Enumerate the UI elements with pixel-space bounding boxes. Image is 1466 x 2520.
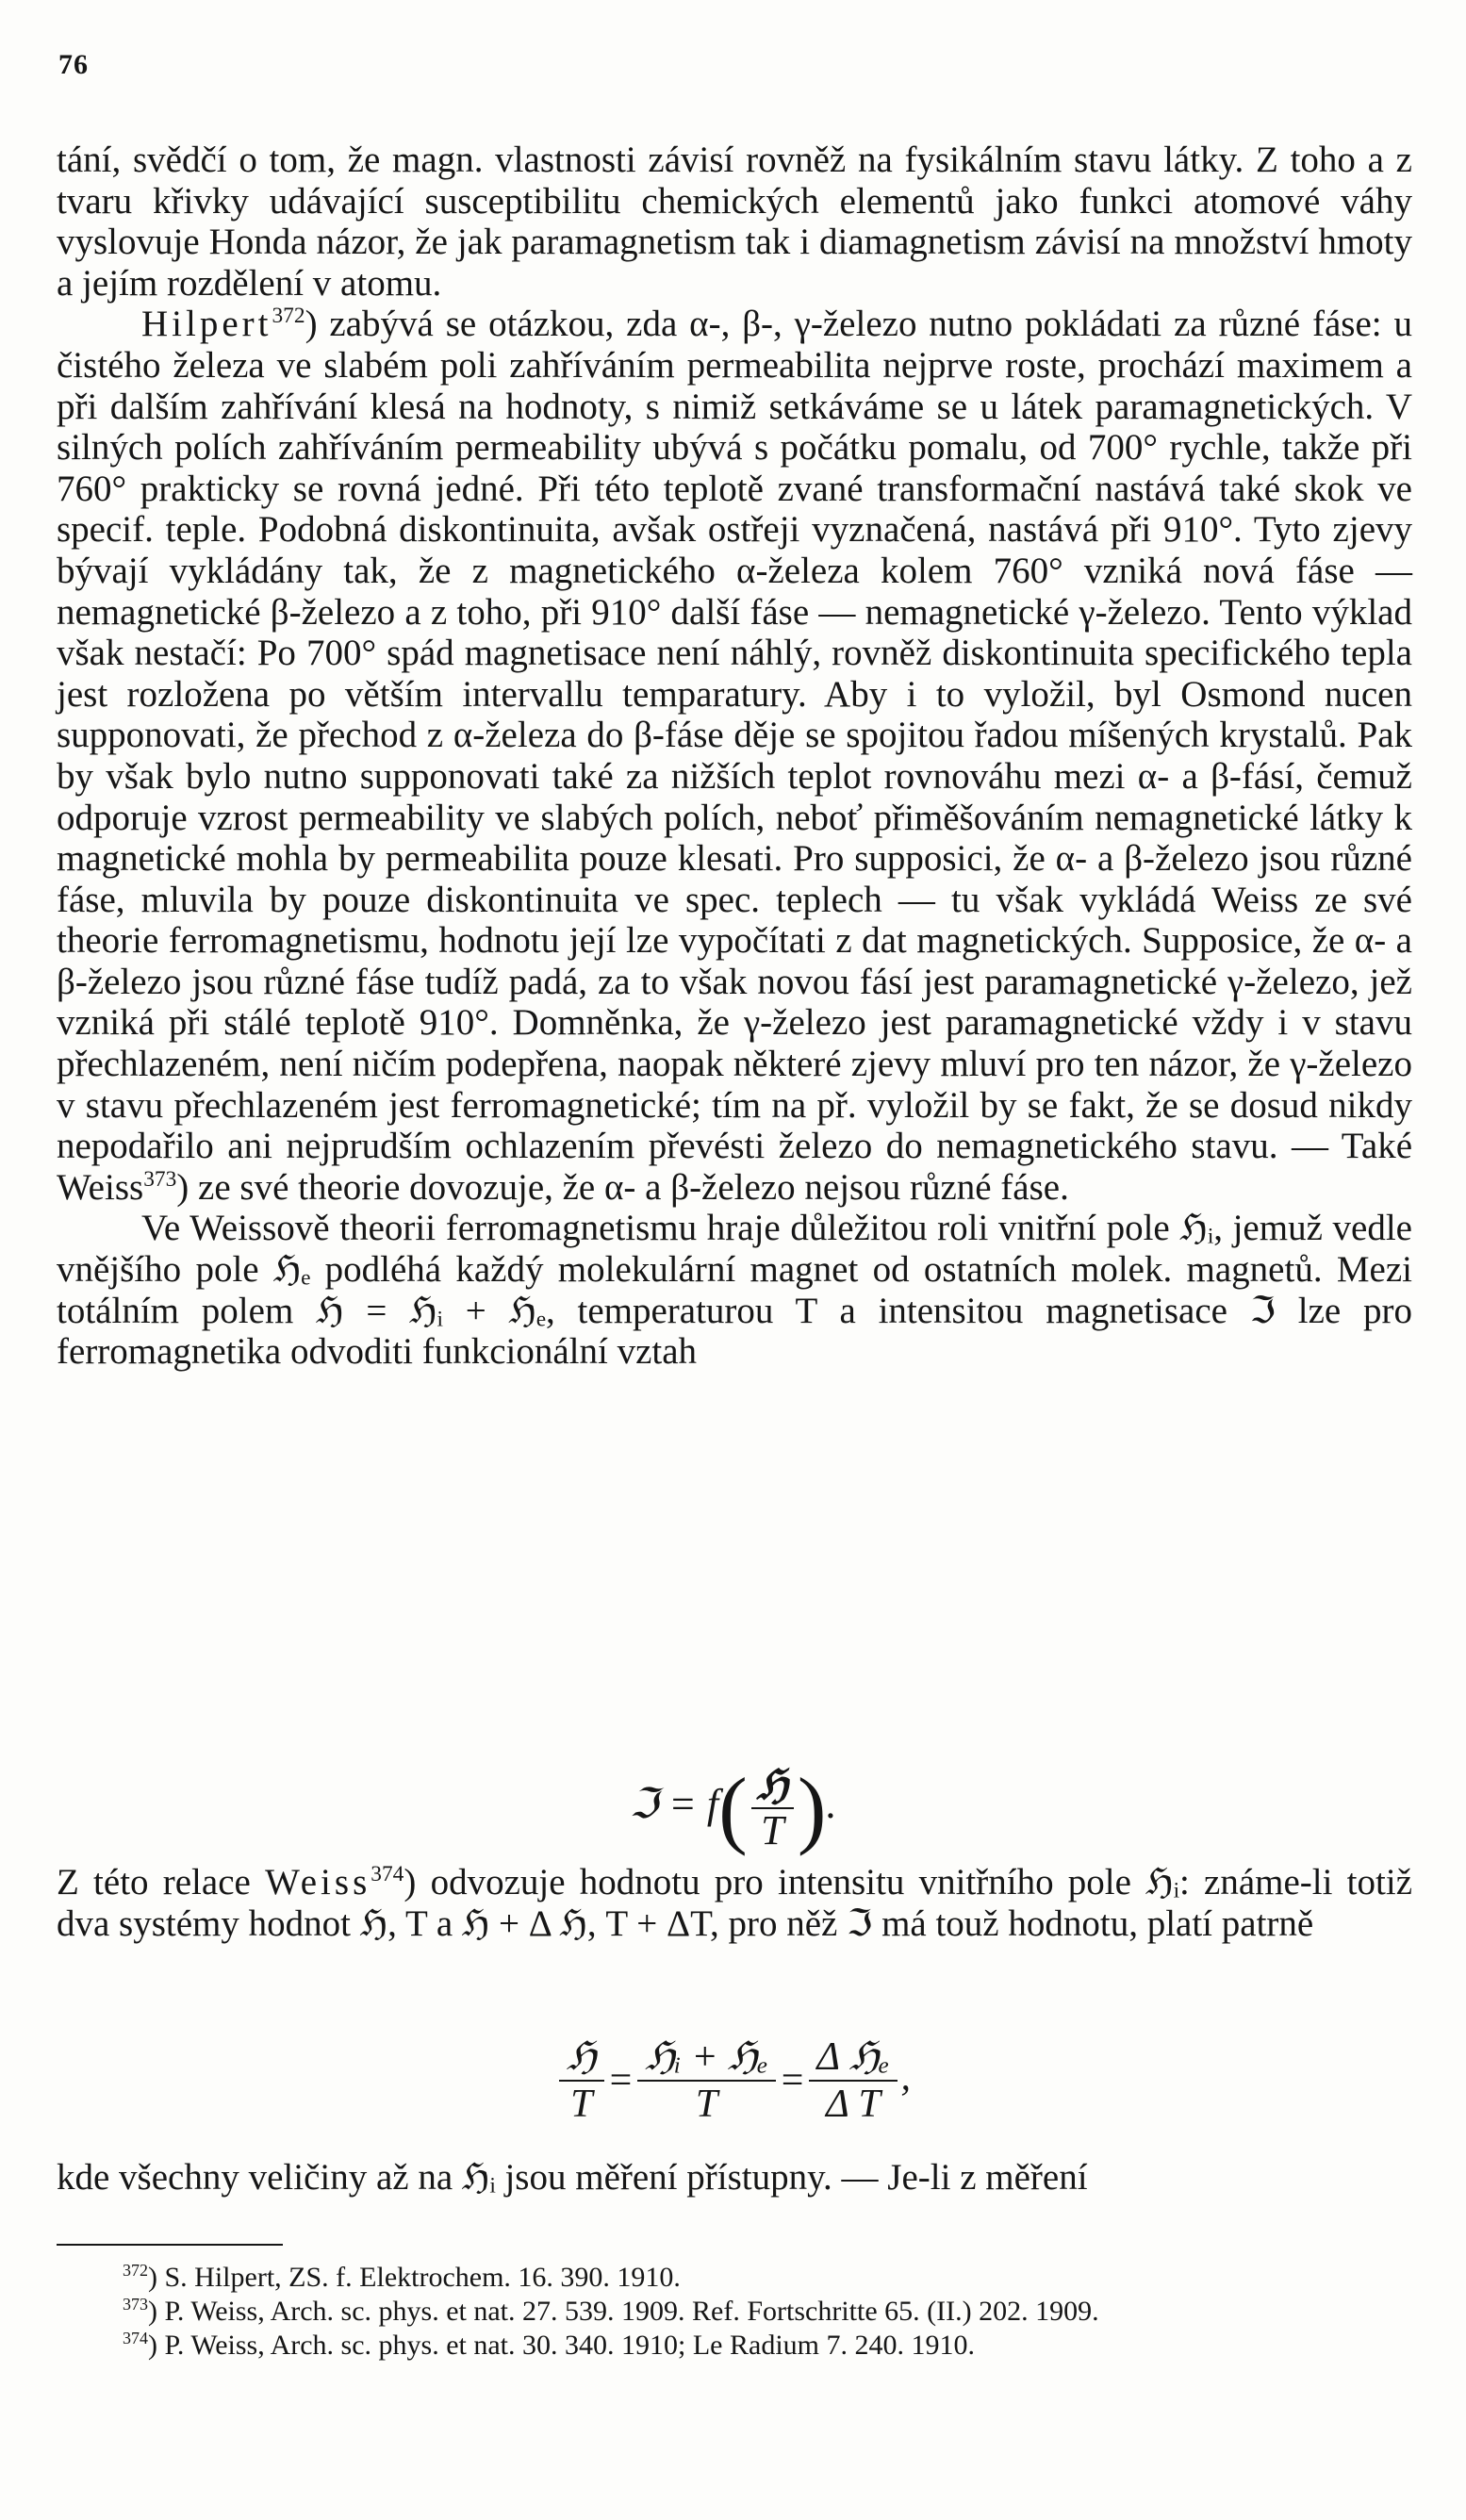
paren-close: ) — [797, 1760, 827, 1856]
fraction-3-num: Δ ℌₑ — [809, 2034, 897, 2082]
equation-2-fraction-2 — [637, 2034, 775, 2127]
equals-sign: = — [609, 2059, 633, 2102]
equation-2-fraction-1 — [559, 2034, 604, 2127]
footnote-divider — [57, 2244, 283, 2246]
paragraph-relation: Z této relace Weiss$^{374}$) odvozuje hodnotu pro intensitu vnitřního pole ℌᵢ: známe-li totiž dva systémy hodnot ℌ, T a ℌ + Δ ℌ, T + ΔT, pro něž ℑ má touž hodnotu, platí patrně — [57, 1862, 1412, 1944]
fraction-2-den: T — [695, 2083, 718, 2126]
footnote-ref-373: 373 — [143, 1166, 177, 1192]
equation-1-end: . — [826, 1781, 837, 1828]
equation-2-fraction-3 — [809, 2034, 897, 2127]
main-text — [57, 140, 1412, 1373]
author-hilpert: Hilpert — [141, 304, 272, 345]
footnote-number: 373 — [123, 2295, 148, 2314]
equation-2-end: , — [900, 2055, 912, 2100]
paragraph-hilpert-end: ze své theorie dovozuje, že α- a β-železo nejsou různé fáse. — [198, 1166, 1069, 1208]
fraction-3-den: Δ T — [826, 2083, 881, 2126]
equation-1-fraction — [751, 1761, 794, 1853]
paragraph-1: tání, svědčí o tom, že magn. vlastnosti závisí rovněž na fysikálním stavu látky. Z toho a z tvaru křivky udávající susceptibilitu chemických elementů jako funkci atomové váhy vyslovuje Honda názor, že jak paramagnetism tak i diamagnetism závisí na množství hmoty a jejím rozdělení v atomu. — [57, 140, 1412, 304]
footnote-number: 374 — [123, 2329, 148, 2347]
fraction-1-num: ℌ — [559, 2034, 604, 2082]
equation-2 — [0, 2034, 1466, 2127]
equation-1-num: ℌ — [751, 1764, 794, 1809]
paragraph-relation-rest: odvozuje hodnotu pro intensitu vnitřního pole ℌᵢ: známe-li totiž dva systémy hodnot ℌ, T a ℌ + Δ ℌ, T + ΔT, pro něž ℑ má touž hodnotu, platí patrně — [57, 1862, 1412, 1944]
paragraph-after-equation: kde všechny veličiny až na ℌᵢ jsou měření přístupny. — Je-li z měření — [57, 2157, 1088, 2198]
footnote-372: $^{372}$) S. Hilpert, ZS. f. Elektrochem. 16. 390. 1910. — [123, 2261, 681, 2293]
equation-1-den: T — [761, 1807, 784, 1853]
paragraph-hilpert-text: zabývá se otázkou, zda α-, β-, γ-železo nutno pokládati za různé fáse: u čistého železa ve slabém poli zahříváním permeabilita nejprve roste, prochází maximem a při dalším zahřívání klesá na hodnoty, s nimiž setkáváme se u látek paramagnetických. V silných polích zahříváním permeability ubývá s počátku pomalu, od 700° rychle, takže při 760° prakticky se rovná jedné. Při této teplotě zvané transformační nastává také skok ve specif. teple. Podobná diskontinuita, avšak ostřeji vyznačená, nastává při 910°. Tyto zjevy bývají vykládány tak, že z magnetického α-železa kolem 760° vzniká nová fáse — nemagnetické β-železo a z toho, při 910° další fáse — nemagnetické γ-železo. Tento výklad však nestačí: Po 700° spád magnetisace není náhlý, rovněž diskontinuita specifického tepla jest rozložena po větším intervallu temparatury. Aby i to vyložil, byl Osmond nucen supponovati, že přechod z α-železa do β-fáse děje se spojitou řadou míšených krystalů. Pak by však bylo nutno supponovati také za nižších teplot rovnováhu mezi α- a β-fásí, čemuž odporuje vzrost permeability ve slabých polích, neboť přiměšováním nemagnetické látky k magnetické mohla by permeabilita pouze klesati. Pro supposici, že α- a β-železo jsou různé fáse, mluvila by pouze diskontinuita ve spec. teplech — tu však vykládá Weiss ze své theorie ferromagnetismu, hodnotu její lze vypočítati z dat magnetických. Supposice, že α- a β-železo jsou různé fáse tudíž padá, za to však novou fásí jest paramagnetické γ-železo, jež vzniká při stálé teplotě 910°. Domněnka, že γ-železo jest paramagnetické vždy i v stavu přechlazeném, není ničím podepřena, naopak některé zjevy mluví pro ten názor, že γ-železo v stavu přechlazeném jest ferromagnetické; tím na př. vyložil by se fakt, že se dosud nikdy nepodařilo ani nejprudším ochlazením převésti železo do nemagnetického stavu. — Také Weiss — [57, 304, 1412, 1208]
fraction-2-num: ℌᵢ + ℌₑ — [637, 2034, 775, 2082]
equation-1-lhs: ℑ = f — [629, 1781, 719, 1828]
footnote-373: $^{373}$) P. Weiss, Arch. sc. phys. et nat. 27. 539. 1909. Ref. Fortschritte 65. (II.) 202. 1909. — [123, 2295, 1099, 2327]
footnote-number: 372 — [123, 2261, 148, 2280]
footnote-ref-372: 372 — [272, 304, 305, 329]
footnote-text: P. Weiss, Arch. sc. phys. et nat. 30. 340. 1910; Le Radium 7. 240. 1910. — [164, 2330, 975, 2361]
paren-open: ( — [718, 1760, 748, 1856]
paragraph-relation-start: Z této relace — [57, 1862, 251, 1902]
footnote-ref-374: 374 — [371, 1862, 404, 1886]
fraction-1-den: T — [570, 2083, 593, 2126]
footnote-text: P. Weiss, Arch. sc. phys. et nat. 27. 539. 1909. Ref. Fortschritte 65. (II.) 202. 1909. — [164, 2296, 1099, 2327]
equation-1 — [0, 1758, 1466, 1858]
footnotes — [57, 2261, 1412, 2363]
footnote-374: $^{374}$) P. Weiss, Arch. sc. phys. et nat. 30. 340. 1910; Le Radium 7. 240. 1910. — [123, 2329, 975, 2361]
equals-sign: = — [781, 2059, 804, 2102]
paragraph-hilpert: Hilpert$^{372}$) zabývá se otázkou, zda α-, β-, γ-železo nutno pokládati za různé fáse: u čistého železa ve slabém poli zahříváním permeabilita nejprve roste, prochází maximem a při dalším zahřívání klesá na hodnoty, s nimiž setkáváme se u látek paramagnetických. V silných polích zahříváním permeability ubývá s počátku pomalu, od 700° rychle, takže při 760° prakticky se rovná jedné. Při této teplotě zvané transformační nastává také skok ve specif. teple. Podobná diskontinuita, avšak ostřeji vyznačená, nastává při 910°. Tyto zjevy bývají vykládány tak, že z magnetického α-železa kolem 760° vzniká nová fáse — nemagnetické β-železo a z toho, při 910° další fáse — nemagnetické γ-železo. Tento výklad však nestačí: Po 700° spád magnetisace není náhlý, rovněž diskontinuita specifického tepla jest rozložena po větším intervallu temparatury. Aby i to vyložil, byl Osmond nucen supponovati, že přechod z α-železa do β-fáse děje se spojitou řadou míšených krystalů. Pak by však bylo nutno supponovati také za nižších teplot rovnováhu mezi α- a β-fásí, čemuž odporuje vzrost permeability ve slabých polích, neboť přiměšováním nemagnetické látky k magnetické mohla by permeabilita pouze klesati. Pro supposici, že α- a β-železo jsou různé fáse, mluvila by pouze diskontinuita ve spec. teplech — tu však vykládá Weiss ze své theorie ferromagnetismu, hodnotu její lze vypočítati z dat magnetických. Supposice, že α- a β-železo jsou různé fáse tudíž padá, za to však novou fásí jest paramagnetické γ-železo, jež vzniká při stálé teplotě 910°. Domněnka, že γ-železo jest paramagnetické vždy i v stavu přechlazeném, není ničím podepřena, naopak některé zjevy mluví pro ten názor, že γ-železo v stavu přechlazeném jest ferromagnetické; tím na př. vyložil by se fakt, že se dosud nikdy nepodařilo ani nejprudším ochlazením převésti železo do nemagnetického stavu. — Také Weiss$^{373}$) ze své theorie dovozuje, že α- a β-železo nejsou různé fáse. — [57, 304, 1412, 1208]
footnote-text: S. Hilpert, ZS. f. Elektrochem. 16. 390. 1910. — [164, 2262, 681, 2293]
paragraph-weiss-theory: Ve Weissově theorii ferromagnetismu hraje důležitou roli vnitřní pole ℌᵢ, jemuž vedle vnějšího pole ℌₑ podléhá každý molekulární magnet od ostatních molek. magnetů. Mezi totálním polem ℌ = ℌᵢ + ℌₑ, temperaturou T a intensitou magnetisace ℑ lze pro ferromagnetika odvoditi funkcionální vztah — [57, 1208, 1412, 1373]
page-number: 76 — [58, 49, 89, 80]
author-weiss: Weiss — [265, 1862, 371, 1902]
